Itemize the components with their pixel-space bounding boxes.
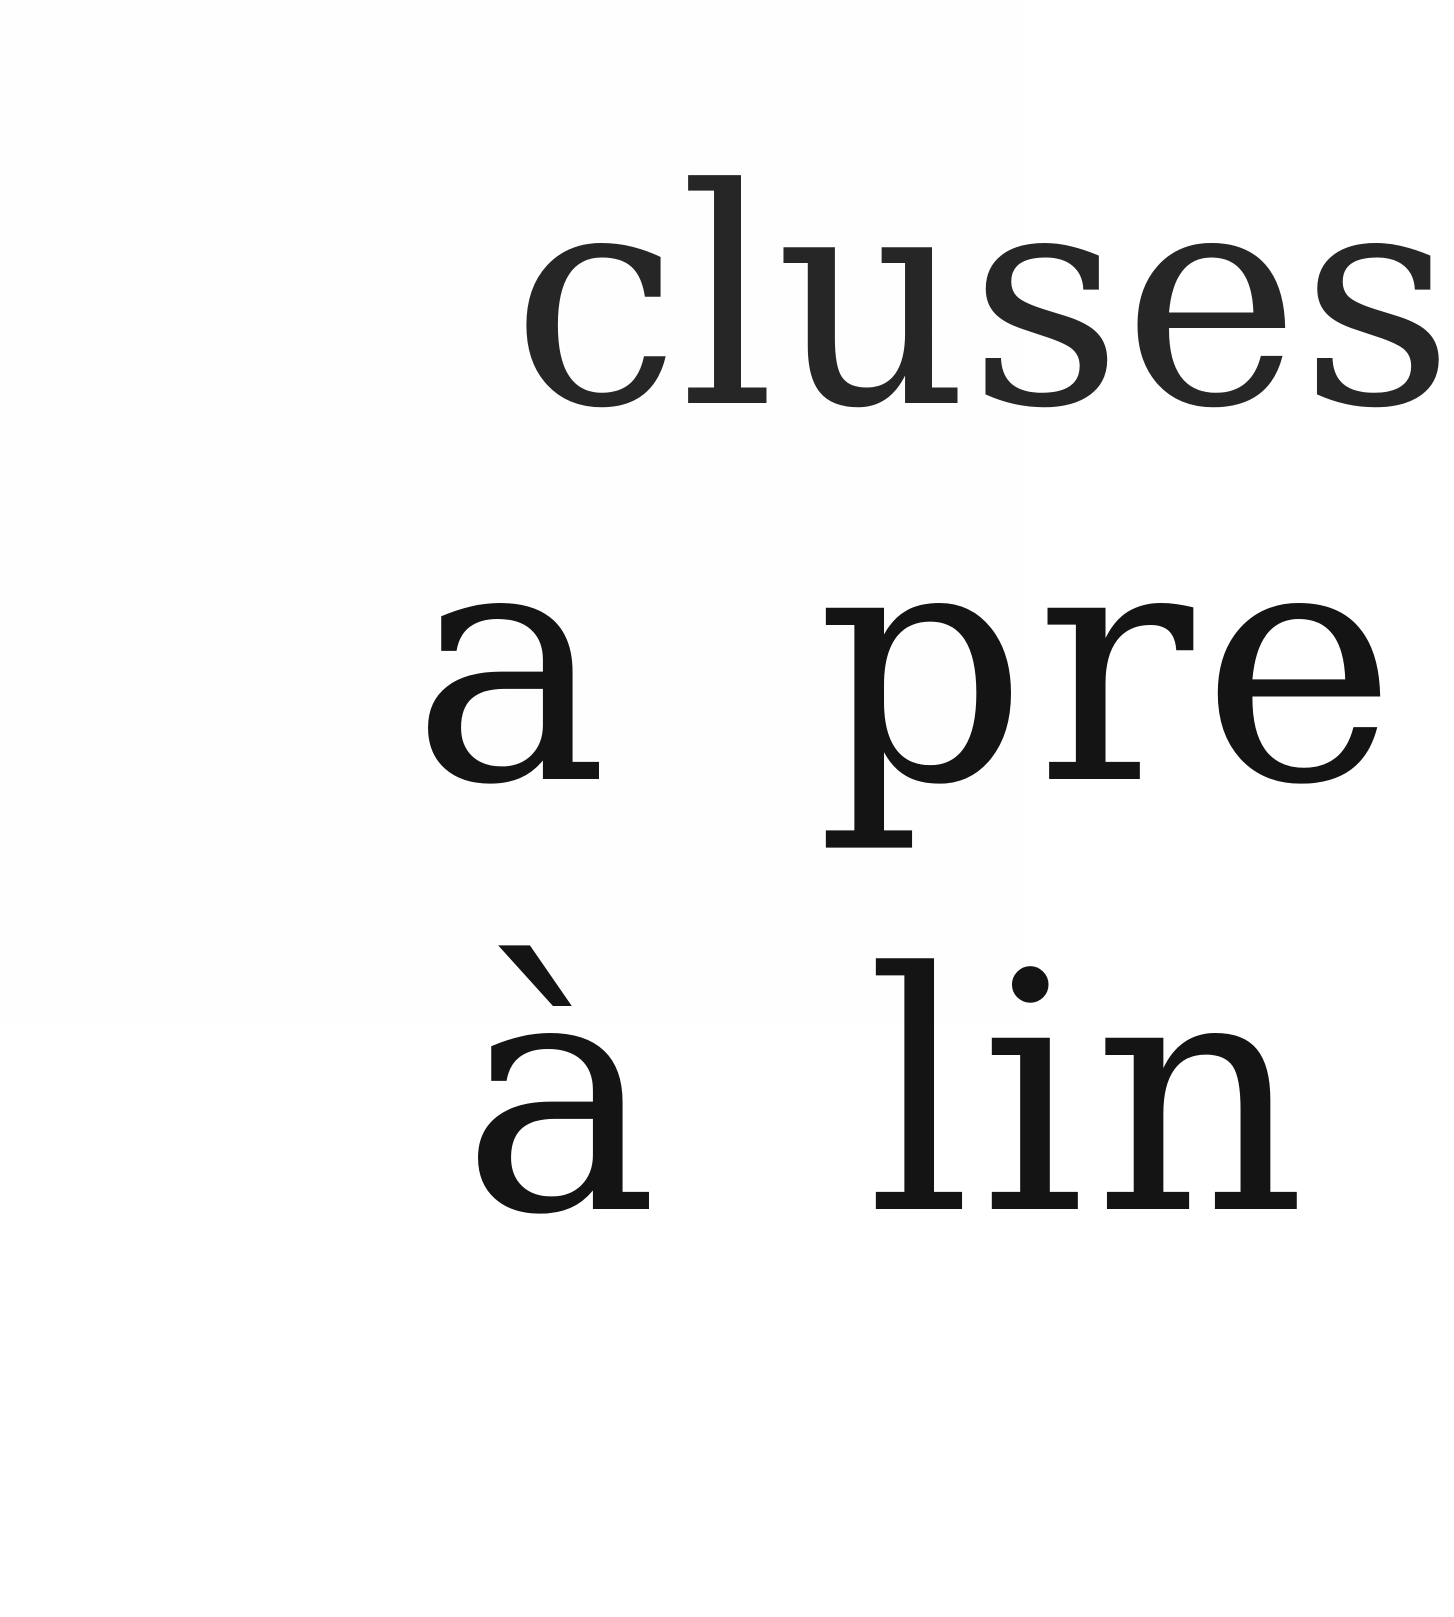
- line2-word-lin: lin: [866, 903, 1314, 1287]
- top-line-fragment: cluses: [511, 125, 1454, 474]
- line2-word-a-grave: à: [461, 903, 667, 1287]
- text-line-2: [10, 600, 1314, 1590]
- line1-word-a: a: [411, 473, 617, 857]
- line1-word-pre: pre: [816, 473, 1405, 857]
